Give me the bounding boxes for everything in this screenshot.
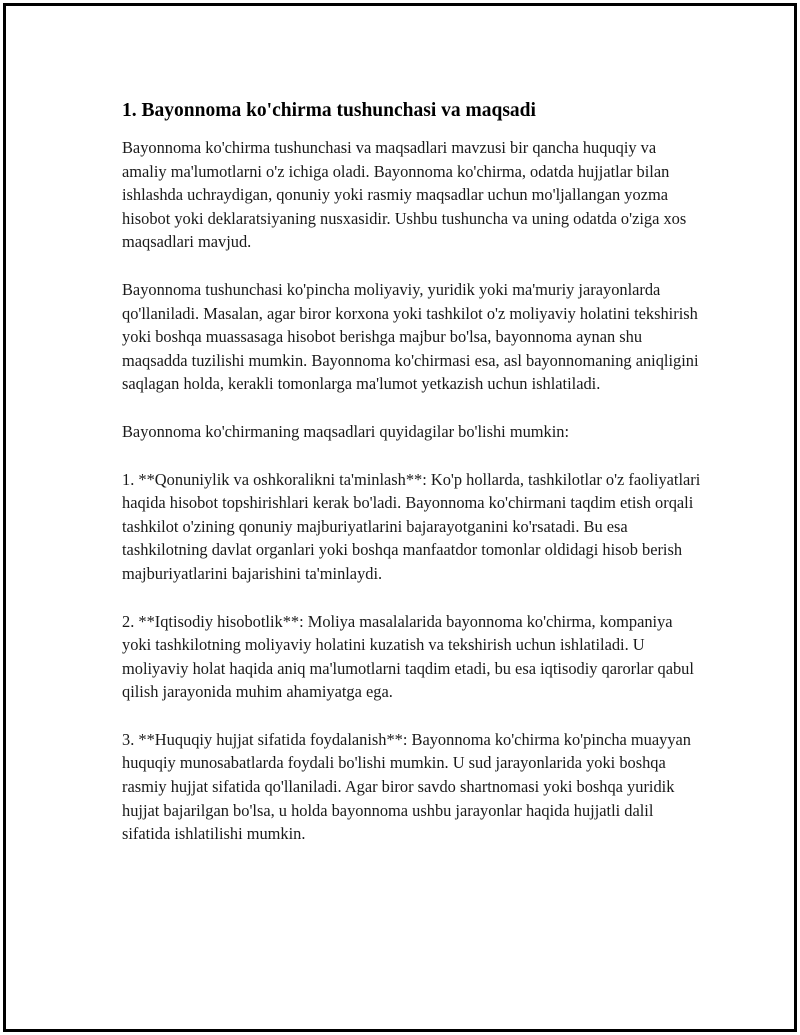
paragraph-purpose-2: 2. **Iqtisodiy hisobotlik**: Moliya masalalarida bayonnoma ko'chirma, kompaniya yoki tashkilotning moliyaviy holatini kuzatish va tekshirish uchun ishlatiladi. U moliyaviy holat haqida aniq ma'lumotlarni taqdim etadi, bu esa iqtisodiy qarorlar qabul qilish jarayonida muhim ahamiyatga ega. [122,611,694,702]
paragraph-purpose-3: 3. **Huquqiy hujjat sifatida foydalanish**: Bayonnoma ko'chirma ko'pincha muayyan huquqiy munosabatlarda foydali bo'lishi mumkin. U sud jarayonlarida yoki boshqa rasmiy hujjat sifatida qo'llaniladi. Agar biror savdo shartnomasi yoki boshqa yuridik hujjat bajarilgan bo'lsa, u holda bayonnoma ushbu jarayonlar haqida hujjatli dalil sifatida ishlatilishi mumkin. [122,729,691,844]
document-page [3,3,797,1032]
paragraph-purposes-lead: Bayonnoma ko'chirmaning maqsadlari quyidagilar bo'lishi mumkin: [122,421,570,441]
document-body [122,98,702,870]
paragraph-purpose-1: 1. **Qonuniylik va oshkoralikni ta'minlash**: Ko'p hollarda, tashkilotlar o'z faoliyatlari haqida hisobot topshirishlari kerak bo'ladi. Bayonnoma ko'chirmani taqdim etish orqali tashkilot o'zining qonuniy majburiyatlarini bajarayotganini ko'rsatadi. Bu esa tashkilotning davlat organlari yoki boshqa manfaatdor tomonlar oldidagi hisob berish majburiyatlarini bajarishini ta'minlaydi. [122,469,701,583]
paragraph-usage: Bayonnoma tushunchasi ko'pincha moliyaviy, yuridik yoki ma'muriy jarayonlarda qo'llaniladi. Masalan, agar biror korxona yoki tashkilot o'z moliyaviy holatini tekshirish yoki boshqa muassasaga hisobot berishga majbur bo'lsa, bayonnoma aynan shu maqsadda tuzilishi mumkin. Bayonnoma ko'chirmasi esa, asl bayonnomaning aniqligini saqlagan holda, kerakli tomonlarga ma'lumot yetkazish uchun ishlatiladi. [122,279,699,394]
paragraph-intro: Bayonnoma ko'chirma tushunchasi va maqsadlari mavzusi bir qancha huquqiy va amaliy ma'lumotlarni o'z ichiga oladi. Bayonnoma ko'chirma, odatda hujjatlar bilan ishlashda uchraydigan, qonuniy yoki rasmiy maqsadlar uchun mo'ljallangan yozma hisobot yoki deklaratsiyaning nusxasidir. Ushbu tushuncha va uning odatda o'ziga xos maqsadlari mavjud. [122,138,687,252]
section-heading: 1. Bayonnoma ko'chirma tushunchasi va maqsadi [122,100,536,121]
